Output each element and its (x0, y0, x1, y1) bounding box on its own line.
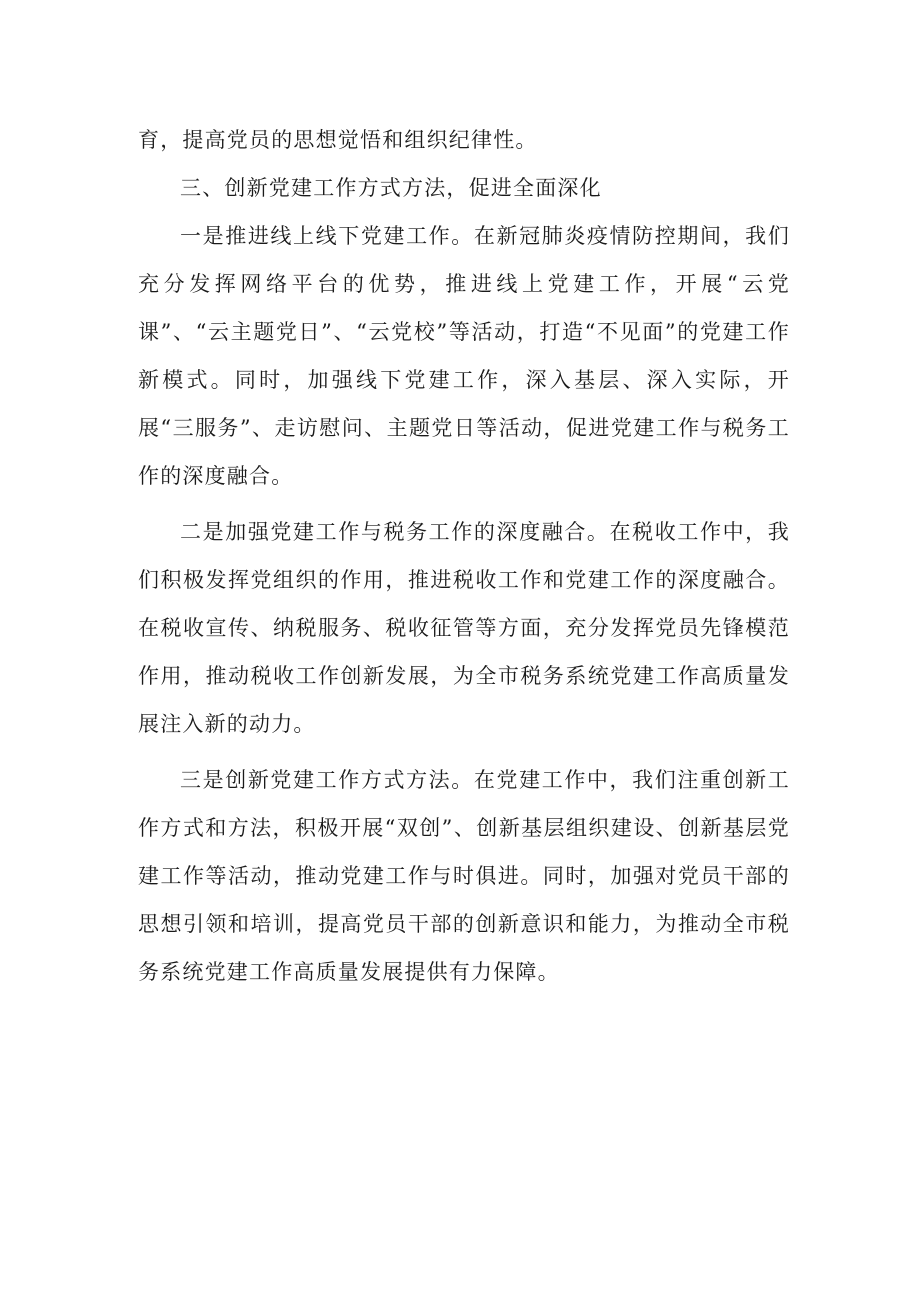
section-heading: 三、创新党建工作方式方法，促进全面深化 (180, 176, 602, 200)
paragraph-continuation: 育，提高党员的思想觉悟和组织纪律性。 (138, 128, 538, 152)
document-body (138, 116, 790, 996)
paragraph-integration: 二是加强党建工作与税务工作的深度融合。在税收工作中，我们积极发挥党组织的作用，推进税收工作和党建工作的深度融合。在税收宣传、纳税服务、税收征管等方面，充分发挥党员先锋模范作用，推动税收工作创新发展，为全市税务系统党建工作高质量发展注入新的动力。 (138, 520, 790, 736)
paragraph-innovation: 三是创新党建工作方式方法。在党建工作中，我们注重创新工作方式和方法，积极开展“双创”、创新基层组织建设、创新基层党建工作等活动，推动党建工作与时俱进。同时，加强对党员干部的思想引领和培训，提高党员干部的创新意识和能力，为推动全市税务系统党建工作高质量发展提供有力保障。 (138, 768, 790, 984)
paragraph-online-offline: 一是推进线上线下党建工作。在新冠肺炎疫情防控期间，我们充分发挥网络平台的优势，推进线上党建工作，开展“云党课”、“云主题党日”、“云党校”等活动，打造“不见面”的党建工作新模式。同时，加强线下党建工作，深入基层、深入实际，开展“三服务”、走访慰问、主题党日等活动，促进党建工作与税务工作的深度融合。 (138, 224, 790, 488)
